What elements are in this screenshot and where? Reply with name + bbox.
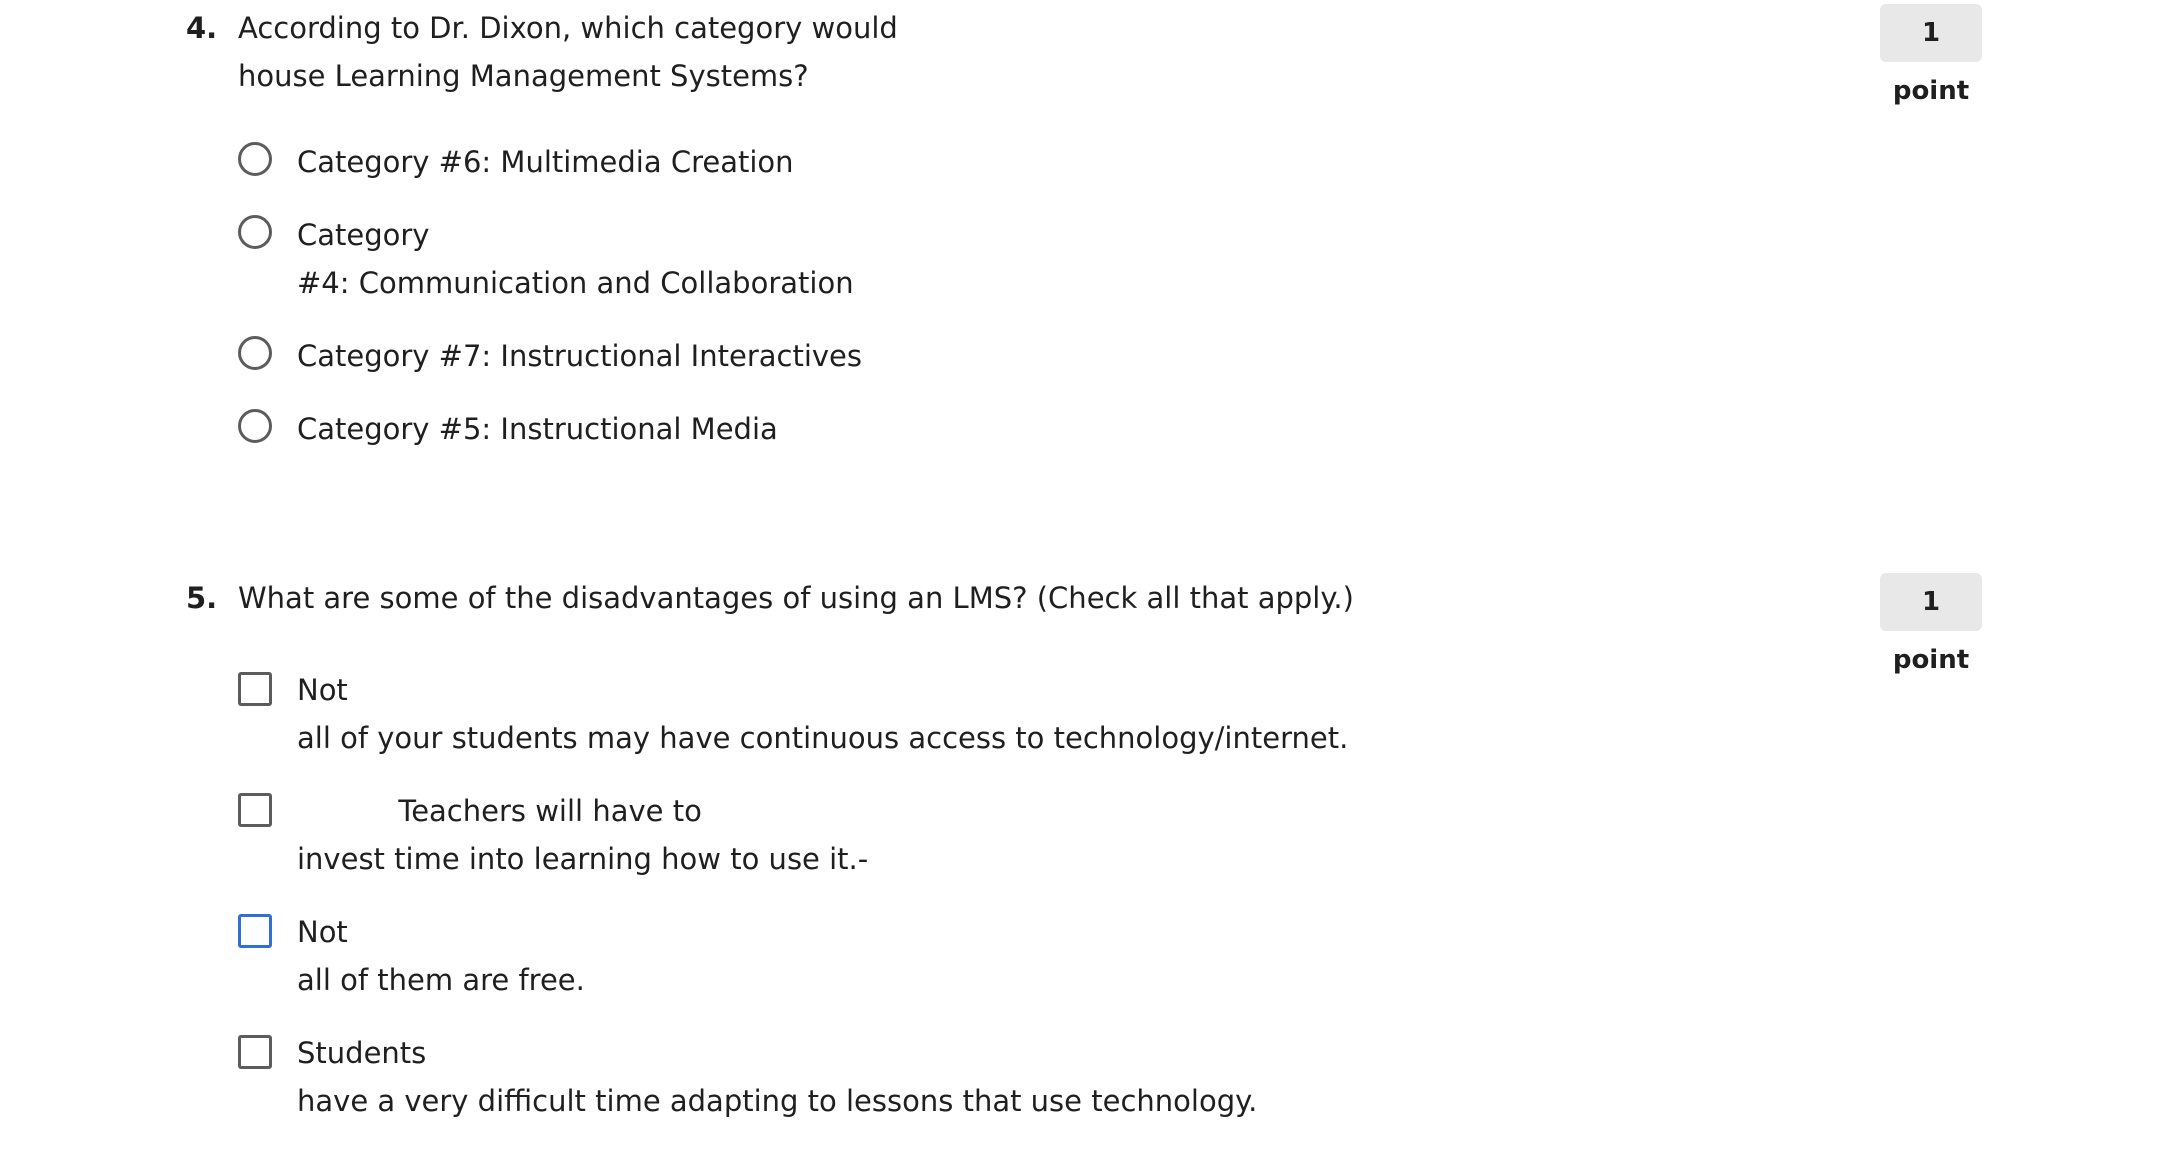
option-label [297, 1029, 1257, 1125]
checkbox[interactable] [238, 793, 272, 827]
question-text-line: house Learning Management Systems? [238, 59, 809, 93]
option-label-line: Not [297, 915, 348, 949]
option-label-line: Students [297, 1036, 427, 1070]
checkbox[interactable] [238, 1035, 272, 1069]
option-label [297, 332, 862, 380]
radio-button[interactable] [238, 215, 272, 249]
option-label-line: Category #5: Instructional Media [297, 412, 778, 446]
option-label-line: Category #7: Instructional Interactives [297, 339, 863, 373]
question-text-line: According to Dr. Dixon, which category would [238, 11, 898, 45]
option-label-line: Not [297, 673, 348, 707]
radio-button[interactable] [238, 336, 272, 370]
option-label-line: Teachers will have to [297, 794, 702, 828]
question-number: 4. [186, 11, 218, 45]
question-text [238, 574, 1354, 622]
option-label [297, 787, 868, 883]
points-badge: 1 point [1880, 573, 1982, 631]
question-text-line: What are some of the disadvantages of using an LMS? (Check all that apply.) [238, 581, 1354, 615]
checkbox-focused[interactable] [238, 914, 272, 948]
points-badge: 1 point [1880, 4, 1982, 62]
question-number: 5. [186, 581, 218, 615]
option-label-line: all of your students may have continuous access to technology/internet. [297, 721, 1349, 755]
checkbox[interactable] [238, 672, 272, 706]
option-label [297, 666, 1348, 762]
question-text [238, 4, 898, 100]
option-label [297, 138, 794, 186]
option-label-line: Category #6: Multimedia Creation [297, 145, 794, 179]
option-label [297, 908, 585, 1004]
radio-button[interactable] [238, 142, 272, 176]
option-label-line: have a very difficult time adapting to lessons that use technology. [297, 1084, 1258, 1118]
option-label-line: Category [297, 218, 430, 252]
radio-button[interactable] [238, 409, 272, 443]
option-label [297, 211, 854, 307]
option-label-line: invest time into learning how to use it.- [297, 842, 869, 876]
option-label-line: #4: Communication and Collaboration [297, 266, 854, 300]
option-label [297, 405, 778, 453]
option-label-line: all of them are free. [297, 963, 585, 997]
